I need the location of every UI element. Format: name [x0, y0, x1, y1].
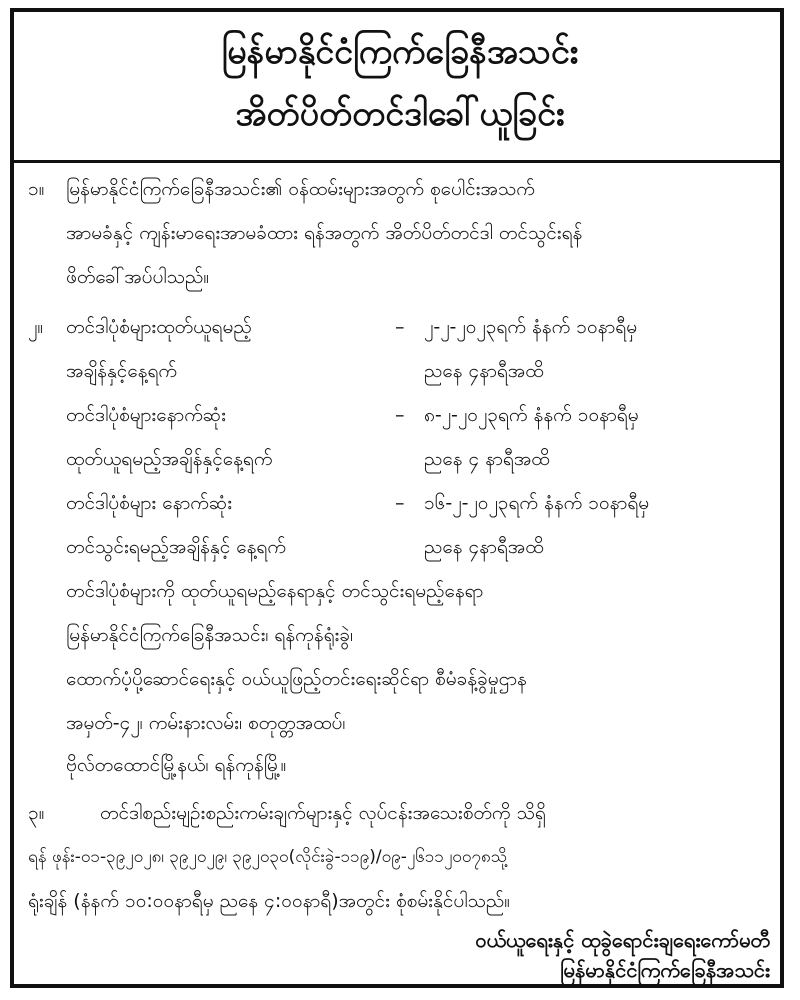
- schedule-label: တင်ဒါပုံစံများနောက်ဆုံး: [66, 404, 226, 426]
- schedule-label: တင်သွင်းရမည့်အချိန်နှင့် နေ့ရက်: [66, 536, 286, 558]
- place-line: အမှတ်-၄၂၊ ကမ်းနားလမ်း၊ စတုတ္တအထပ်၊: [66, 712, 346, 734]
- place-line: တင်ဒါပုံစံများကို ထုတ်ယူရမည့်နေရာနှင့် တင်သွင်းရမည့်နေရာ: [66, 580, 484, 602]
- para1-number: ၁။: [28, 178, 45, 200]
- schedule-value: ၁၆-၂-၂၀၂၃ရက် နံနက် ၁၀နာရီမှ: [424, 492, 650, 514]
- para1-line: အာမခံနှင့် ကျန်းမာရေးအာမခံထား ရန်အတွက် အိတ်ပိတ်တင်ဒါ တင်သွင်းရန်: [66, 222, 583, 244]
- notice-title: မြန်မာနိုင်ငံကြက်ခြေနီအသင်း: [221, 32, 579, 72]
- schedule-value: ၂-၂-၂၀၂၃ရက် နံနက် ၁၀နာရီမှ: [424, 316, 638, 338]
- schedule-label: တင်ဒါပုံစံများထုတ်ယူရမည့်: [66, 316, 252, 338]
- schedule-value: ညနေ ၄နာရီအထိ: [424, 536, 544, 558]
- notice-subtitle: အိတ်ပိတ်တင်ဒါခေါ်ယူခြင်း: [235, 94, 565, 134]
- place-line: ဗိုလ်တထောင်မြို့နယ်၊ ရန်ကုန်မြို့။: [66, 754, 287, 776]
- para3-line: ရုံးချိန် (နံနက် ၁၀:၀၀နာရီမှ ညနေ ၄:၀၀နာရီ)အတွင်း စုံစမ်းနိုင်ပါသည်။: [28, 890, 510, 912]
- schedule-dash: –: [395, 404, 405, 426]
- schedule-label: အချိန်နှင့်နေ့ရက်: [66, 360, 177, 382]
- para3-number: ၃။: [28, 802, 45, 824]
- para1-line: ဖိတ်ခေါ်အပ်ပါသည်။: [66, 266, 210, 288]
- schedule-label: ထုတ်ယူရမည့်အချိန်နှင့်နေ့ရက်: [66, 448, 273, 470]
- signature-organization: မြန်မာနိုင်ငံကြက်ခြေနီအသင်း: [560, 958, 770, 982]
- place-line: ထောက်ပံ့ပို့ဆောင်ရေးနှင့် ဝယ်ယူဖြည့်တင်းရေးဆိုင်ရာ စီမံခန့်ခွဲမှုဌာန: [66, 668, 527, 690]
- schedule-value: ၈-၂-၂၀၂၃ရက် နံနက် ၁၀နာရီမှ: [424, 404, 639, 426]
- para3-line: ရန် ဖုန်း-၀၁-၃၉၂၀၂၈၊ ၃၉၂၀၂၉၊ ၃၉၂၀၃၀(လိုင်းခွဲ-၁၁၉)/၀၉-၂၆၁၁၂၀၀၇၈သို့: [28, 847, 508, 867]
- schedule-label: တင်ဒါပုံစံများ နောက်ဆုံး: [66, 492, 233, 514]
- schedule-value: ညနေ ၄နာရီအထိ: [424, 360, 544, 382]
- schedule-value: ညနေ ၄ နာရီအထိ: [424, 448, 550, 470]
- para2-number: ၂။: [28, 316, 44, 338]
- place-line: မြန်မာနိုင်ငံကြက်ခြေနီအသင်း၊ ရန်ကုန်ရုံးခွဲ၊: [66, 624, 354, 646]
- schedule-dash: –: [395, 492, 405, 514]
- signature-committee: ဝယ်ယူရေးနှင့် ထုခွဲရောင်းချရေးကော်မတီ: [475, 928, 770, 952]
- para3-line: တင်ဒါစည်းမျဉ်းစည်းကမ်းချက်များနှင့် လုပ်ငန်းအသေးစိတ်ကို သိရှိ: [100, 802, 546, 824]
- title-divider: [14, 160, 780, 163]
- schedule-dash: –: [395, 316, 405, 338]
- para1-line: မြန်မာနိုင်ငံကြက်ခြေနီအသင်း၏ ဝန်ထမ်းများအတွက် စုပေါင်းအသက်: [66, 178, 535, 200]
